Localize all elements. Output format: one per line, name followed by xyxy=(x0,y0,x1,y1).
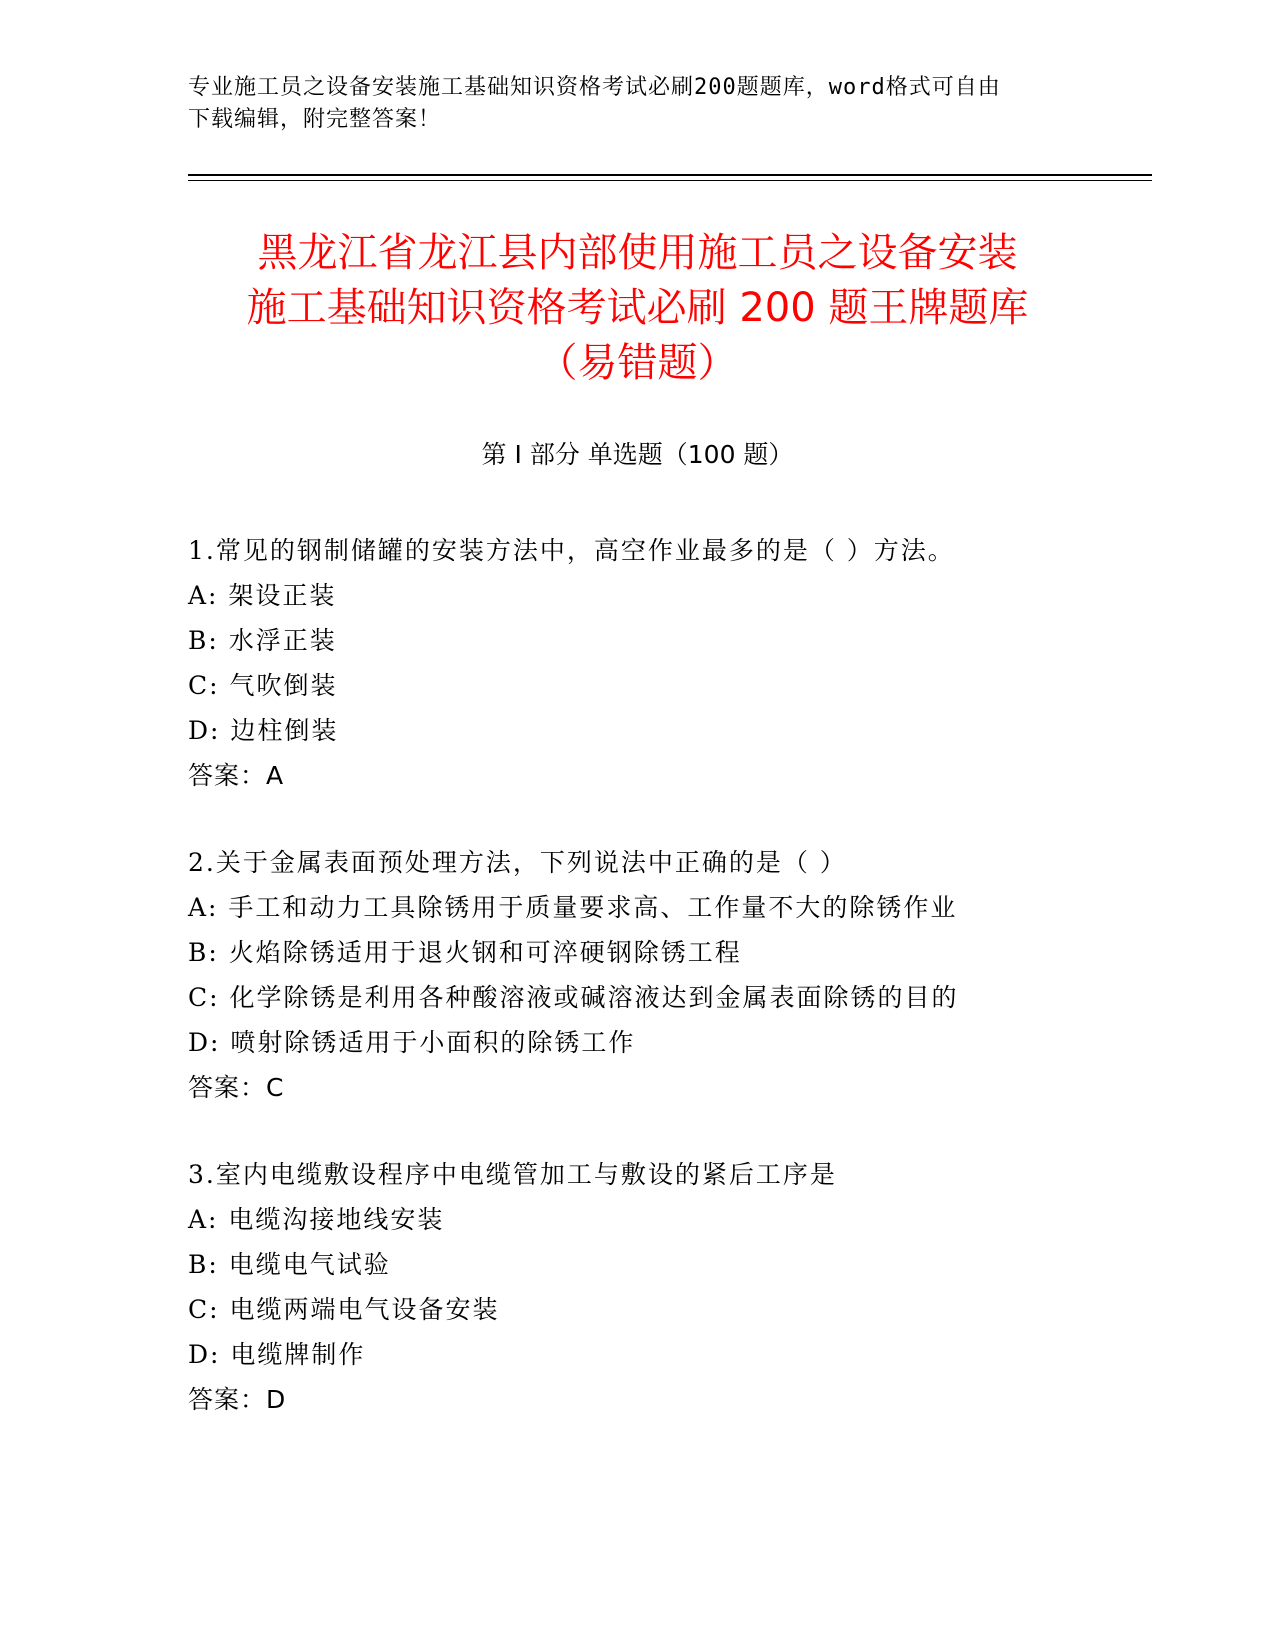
answer: 答案：A xyxy=(188,761,285,790)
document-title-line-2: 施工基础知识资格考试必刷 200 题王牌题库 xyxy=(246,285,1029,331)
question-stem: 3.室内电缆敷设程序中电缆管加工与敷设的紧后工序是 xyxy=(188,1160,837,1189)
header-rule-thin xyxy=(188,180,1152,181)
question-3 xyxy=(188,1152,1128,1422)
document-title xyxy=(160,226,1115,391)
option-c: C: 化学除锈是利用各种酸溶液或碱溶液达到金属表面除锈的目的 xyxy=(188,983,959,1012)
question-list xyxy=(188,528,1128,1422)
option-d: D: 电缆牌制作 xyxy=(188,1340,366,1369)
section-title: 第 I 部分 单选题（100 题） xyxy=(481,440,794,469)
option-b: B: 水浮正装 xyxy=(188,626,337,655)
option-b: B: 电缆电气试验 xyxy=(188,1250,391,1279)
question-1 xyxy=(188,528,1128,798)
option-c: C: 气吹倒装 xyxy=(188,671,338,700)
question-2 xyxy=(188,840,1128,1110)
header-note xyxy=(188,72,1088,136)
option-d: D: 边柱倒装 xyxy=(188,716,339,745)
header-rule-thick xyxy=(188,174,1152,176)
document-title-line-3: （易错题） xyxy=(537,340,738,386)
option-c: C: 电缆两端电气设备安装 xyxy=(188,1295,500,1324)
document-title-line-1: 黑龙江省龙江县内部使用施工员之设备安装 xyxy=(257,230,1018,276)
header-note-line-2: 下载编辑，附完整答案！ xyxy=(188,107,442,132)
option-d: D: 喷射除锈适用于小面积的除锈工作 xyxy=(188,1028,636,1057)
question-stem: 2.关于金属表面预处理方法，下列说法中正确的是（ ） xyxy=(188,848,847,877)
option-a: A: 架设正装 xyxy=(188,581,337,610)
option-b: B: 火焰除锈适用于退火钢和可淬硬钢除锈工程 xyxy=(188,938,742,967)
option-a: A: 手工和动力工具除锈用于质量要求高、工作量不大的除锈作业 xyxy=(188,893,958,922)
header-note-line-1: 专业施工员之设备安装施工基础知识资格考试必刷200题题库，word格式可自由 xyxy=(188,75,1001,100)
question-stem: 1.常见的钢制储罐的安装方法中，高空作业最多的是（ ）方法。 xyxy=(188,536,955,565)
answer: 答案：C xyxy=(188,1073,285,1102)
answer: 答案：D xyxy=(188,1385,287,1414)
option-a: A: 电缆沟接地线安装 xyxy=(188,1205,445,1234)
